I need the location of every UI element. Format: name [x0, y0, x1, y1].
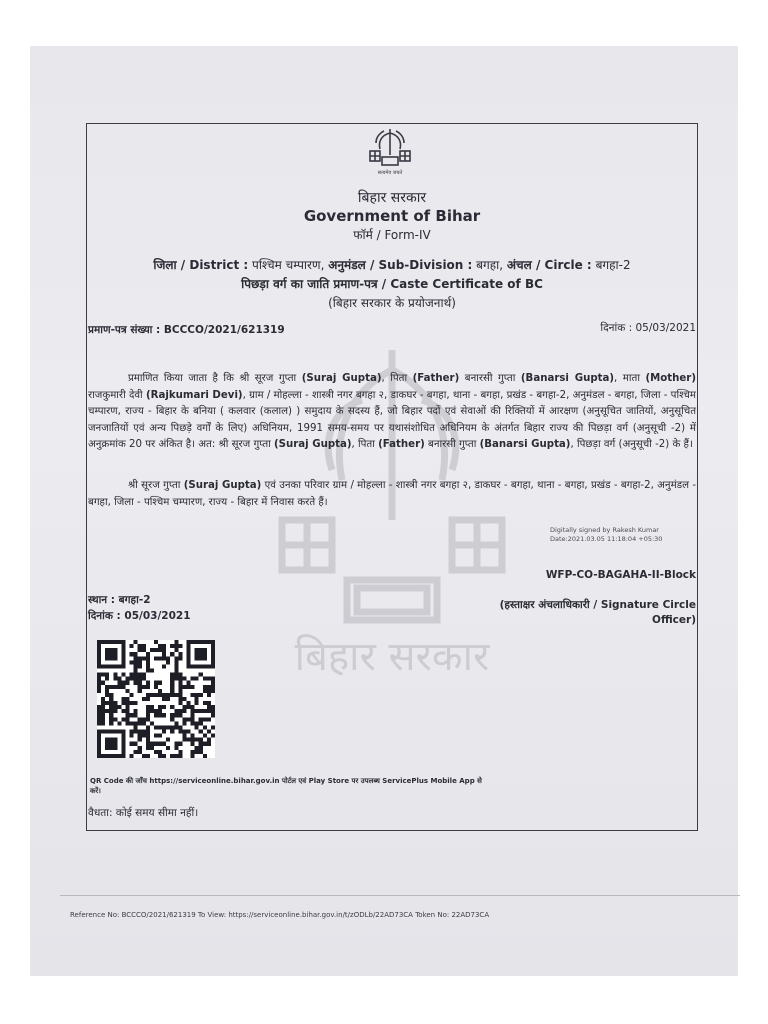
issue-date: दिनांक : 05/03/2021 — [600, 322, 696, 334]
footer-divider — [60, 895, 740, 896]
circle-label: अंचल / Circle : — [506, 258, 592, 272]
form-number: फॉर्म / Form-IV — [353, 228, 431, 242]
state-title-hindi: बिहार सरकार — [357, 190, 427, 206]
subdivision-value: बगहा, — [476, 258, 504, 272]
location-line — [86, 256, 698, 273]
digital-signature — [550, 526, 662, 543]
signature-title: (हस्ताक्षर अंचलाधिकारी / Signature Circle Officer) — [499, 599, 696, 626]
qr-verification-note: QR Code की जाँच https://serviceonline.bihar.gov.in पोर्टल एवं Play Store पर उपलब्ध ServicePlus Mobile App से करें। — [90, 777, 482, 795]
certificate-title: पिछड़ा वर्ग का जाति प्रमाण-पत्र / Caste Certificate of BC — [241, 277, 543, 291]
district-label: जिला / District : — [153, 258, 249, 272]
place: स्थान : बगहा-2 — [88, 594, 151, 606]
date: दिनांक : 05/03/2021 — [88, 610, 191, 622]
district-value: पश्चिम चम्पारण, — [252, 258, 325, 272]
certificate-body-paragraph-2: श्री सूरज गुप्ता (Suraj Gupta) एवं उनका परिवार ग्राम / मोहल्ला - शास्त्री नगर बगहा २, डाकघर - बगहा, थाना - बगहा, प्रखंड - बगहा-2, अनुमंडल - बगहा, जिला - पश्चिम चम्पारण, राज्य - बिहार में निवास करते हैं। — [88, 480, 697, 508]
state-title-english: Government of Bihar — [303, 207, 481, 225]
validity-note: वैधता: कोई समय सीमा नहीं। — [88, 807, 199, 819]
digital-signature-signer: Digitally signed by Rakesh Kumar — [550, 526, 659, 534]
emblem-text: सत्यमेव जयते — [377, 170, 403, 176]
reference-line: Reference No: BCCCO/2021/621319 To View: https://serviceonline.bihar.gov.in/t/zODLb/22AD73CA Token No: 22AD73CA — [70, 911, 490, 919]
certificate-number: प्रमाण-पत्र संख्या : BCCCO/2021/621319 — [88, 324, 285, 336]
place-and-date — [88, 592, 191, 624]
certificate-body-paragraph-1: प्रमाणित किया जाता है कि श्री सूरज गुप्ता (Suraj Gupta), पिता (Father) बनारसी गुप्ता (Banarsi Gupta), माता (Mother) राजकुमारी देवी (Rajkumari Devi), ग्राम / मोहल्ला - शास्त्री नगर बगहा २, डाकघर - बगहा, थाना - बगहा, प्रखंड - बगहा-2, अनुमंडल - बगहा, जिला - पश्चिम चम्पारण, राज्य - बिहार के बनिया ( कलवार (कलाल) ) समुदाय के सदस्य हैं, जो बिहार पदों एवं सेवाओं की रिक्तियों में आरक्षण (अनुसूचित जातियों, अनुसूचित जनजातियों एवं अन्य पिछड़े वर्गों के लिए) अधिनियम, 1991 समय-समय पर यथासंशोधित अधिनियम के अंतर्गत बिहार राज्य की पिछड़ा वर्ग (अनुसूची -2) में अनुक्रमांक 20 पर अंकित है। अत: श्री सूरज गुप्ता (Suraj Gupta), पिता (Father) बनारसी गुप्ता (Banarsi Gupta), पिछड़ा वर्ग (अनुसूची -2) के हैं। — [88, 373, 696, 450]
subdivision-label: अनुमंडल / Sub-Division : — [328, 258, 473, 272]
circle-value: बगहा-2 — [595, 258, 631, 272]
bihar-state-emblem-icon — [364, 125, 416, 177]
certificate-purpose: (बिहार सरकार के प्रयोजनार्थ) — [328, 296, 456, 310]
digital-signature-date: Date:2021.03.05 11:18:04 +05:30 — [550, 534, 663, 543]
watermark-text: बिहार सरकार — [294, 634, 490, 680]
qr-code[interactable] — [93, 640, 219, 758]
office-code: WFP-CO-BAGAHA-II-Block — [545, 569, 696, 581]
